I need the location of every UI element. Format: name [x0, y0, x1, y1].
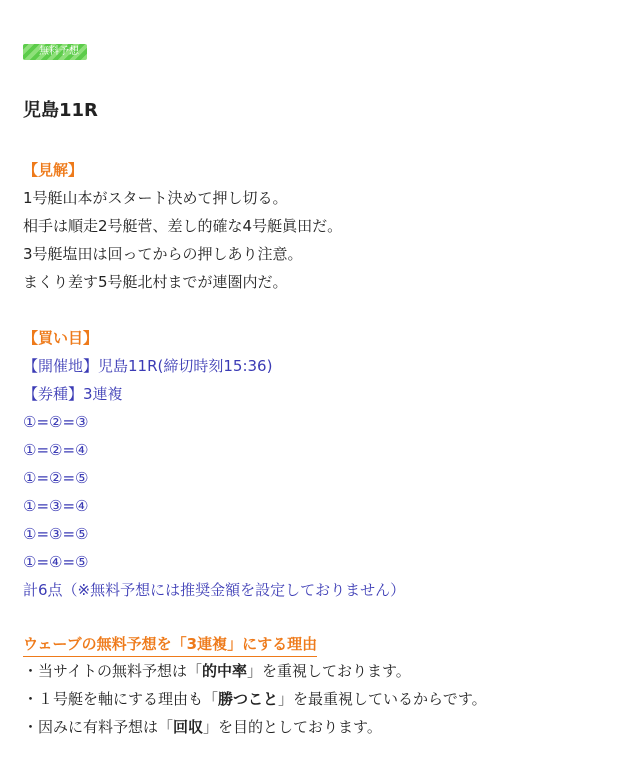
reason-section — [23, 632, 615, 741]
reason-bullet: ・当サイトの無料予想は「的中率」を重視しております。 — [23, 662, 411, 680]
reason-bullet: ・因みに有料予想は「回収」を目的としております。 — [23, 718, 382, 736]
reason-bullet: ・１号艇を軸にする理由も「勝つこと」を最重視しているからです。 — [23, 690, 487, 708]
page-title: 児島11R — [23, 100, 98, 121]
combo-line: ①=②=⑤ — [23, 469, 89, 487]
combo-line: ①=④=⑤ — [23, 553, 89, 571]
combo-line: ①=③=④ — [23, 497, 89, 515]
combo-line: ①=②=④ — [23, 441, 89, 459]
picks-section — [23, 324, 615, 604]
analysis-line: 3号艇塩田は回ってからの押しあり注意。 — [23, 245, 303, 263]
analysis-line: まくり差す5号艇北村までが連圏内だ。 — [23, 273, 288, 291]
free-prediction-badge: 無料予想 — [23, 44, 87, 60]
reason-title: ウェーブの無料予想を「3連複」にする理由 — [23, 632, 317, 657]
total-line: 計6点（※無料予想には推奨金額を設定しておりません） — [23, 581, 406, 599]
analysis-heading: 【見解】 — [23, 161, 84, 179]
combo-line: ①=②=③ — [23, 413, 89, 431]
analysis-line: 1号艇山本がスタート決めて押し切る。 — [23, 189, 288, 207]
analysis-section — [23, 156, 615, 296]
analysis-line: 相手は順走2号艇菅、差し的確な4号艇眞田だ。 — [23, 217, 343, 235]
venue-line: 【開催地】児島11R(締切時刻15:36) — [23, 357, 273, 375]
picks-heading: 【買い目】 — [23, 329, 99, 347]
ticket-type-line: 【券種】3連複 — [23, 385, 123, 403]
combo-line: ①=③=⑤ — [23, 525, 89, 543]
